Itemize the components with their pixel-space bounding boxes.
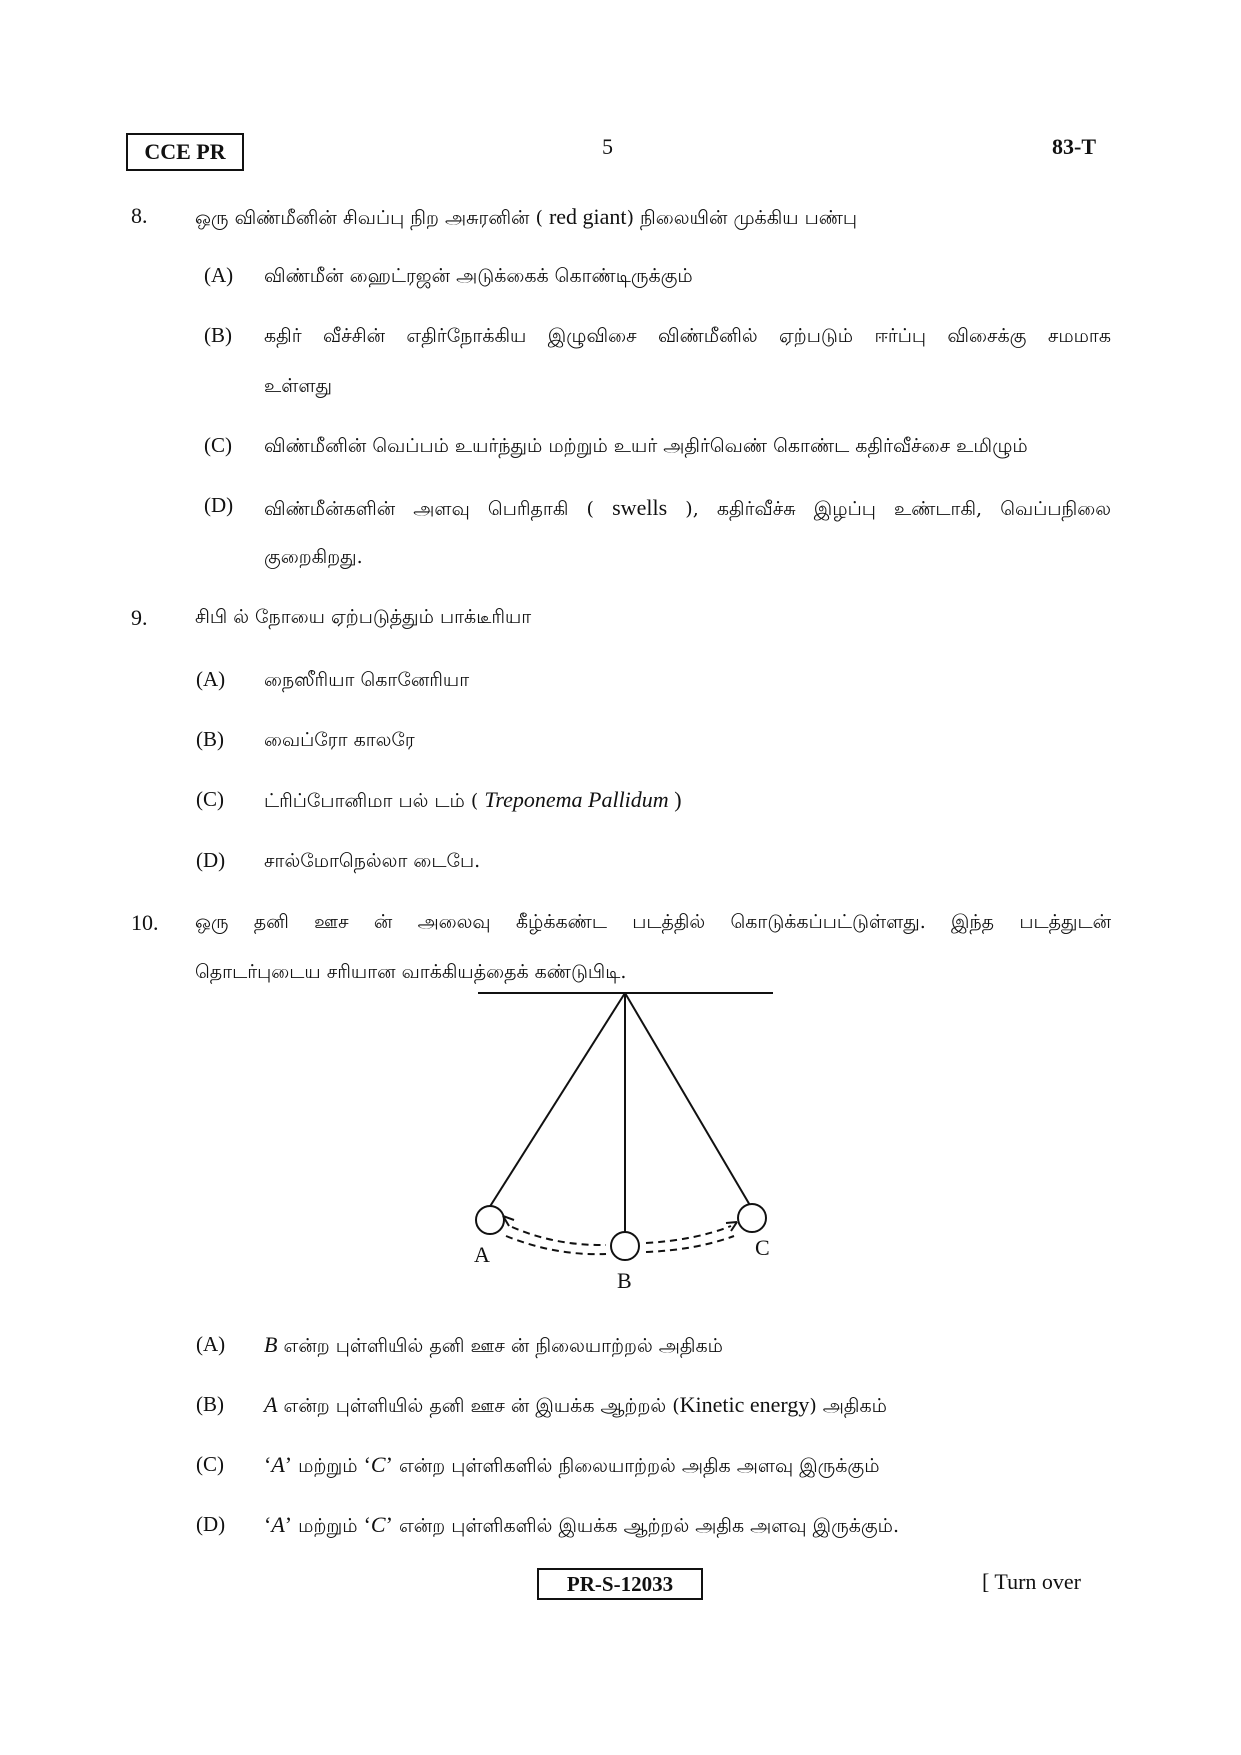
option-text: கதிர் வீச்சின் எதிர்நோக்கிய இழுவிசை விண்மீனில் ஏற்படும் ஈர்ப்பு விசைக்கு சமமாக	[264, 325, 1111, 347]
label-a: A	[474, 1242, 490, 1267]
bob-c	[738, 1204, 766, 1232]
option-letter: (C)	[204, 433, 232, 457]
option-letter: (D)	[196, 848, 226, 872]
question-text: ஒரு தனி ஊச ன் அலைவு கீழ்க்கண்ட படத்தில் கொடுக்கப்பட்டுள்ளது. இந்த படத்துடன்	[195, 911, 1111, 933]
arc-lower-right	[646, 1236, 734, 1252]
option-letter: (B)	[196, 727, 224, 751]
arc-upper-left	[512, 1227, 606, 1245]
label-c: C	[755, 1235, 770, 1260]
label-b: B	[617, 1268, 632, 1293]
turn-over-note: [ Turn over	[982, 1569, 1082, 1594]
option-text: B என்ற புள்ளியில் தனி ஊச ன் நிலையாற்றல் அதிகம்	[264, 1332, 723, 1357]
option-letter: (D)	[196, 1512, 226, 1536]
footer-code-box: PR-S-12033	[537, 1568, 703, 1600]
header-code-box: CCE PR	[126, 133, 244, 171]
option-letter: (A)	[196, 1332, 226, 1356]
option-letter: (C)	[196, 1452, 224, 1476]
arrow-head-right	[726, 1222, 737, 1231]
pendulum-diagram	[460, 990, 790, 1300]
question-text-continued: தொடர்புடைய சரியான வாக்கியத்தைக் கண்டுபிடி.	[195, 961, 627, 983]
option-letter: (A)	[204, 263, 234, 287]
option-text: ட்ரிப்போனிமா பல் டம் ( Treponema Pallidum )	[264, 787, 682, 812]
option-text-continued: குறைகிறது.	[264, 546, 363, 568]
page-number: 5	[602, 134, 613, 159]
question-text: ஒரு விண்மீனின் சிவப்பு நிற அசுரனின் ( red giant) நிலையின் முக்கிய பண்பு	[195, 204, 858, 229]
arc-lower-left	[506, 1236, 606, 1254]
paper-code: 83-T	[1052, 134, 1096, 159]
option-text: ‘A’ மற்றும் ‘C’ என்ற புள்ளிகளில் இயக்க ஆற்றல் அதிக அளவு இருக்கும்.	[264, 1512, 899, 1537]
option-text: வைப்ரோ காலரே	[264, 729, 415, 751]
option-text: நைஸீரியா கொனேரியா	[264, 669, 470, 691]
option-letter: (A)	[196, 667, 226, 691]
bob-b	[611, 1232, 639, 1260]
option-letter: (C)	[196, 787, 224, 811]
option-text: விண்மீன் ஹைட்ரஜன் அடுக்கைக் கொண்டிருக்கும்	[264, 265, 693, 287]
option-letter: (D)	[204, 493, 234, 517]
string-c	[625, 993, 751, 1207]
option-letter: (B)	[204, 323, 232, 347]
option-text: ‘A’ மற்றும் ‘C’ என்ற புள்ளிகளில் நிலையாற்றல் அதிக அளவு இருக்கும்	[264, 1452, 880, 1477]
question-number: 9.	[131, 605, 148, 630]
option-letter: (B)	[196, 1392, 224, 1416]
option-text: விண்மீன்களின் அளவு பெரிதாகி ( swells ), கதிர்வீச்சு இழப்பு உண்டாகி, வெப்பநிலை	[264, 495, 1111, 520]
option-text: A என்ற புள்ளியில் தனி ஊச ன் இயக்க ஆற்றல் (Kinetic energy) அதிகம்	[264, 1392, 887, 1417]
question-number: 8.	[131, 203, 148, 228]
option-text: விண்மீனின் வெப்பம் உயர்ந்தும் மற்றும் உயர் அதிர்வெண் கொண்ட கதிர்வீச்சை உமிழும்	[264, 435, 1028, 457]
question-number: 10.	[131, 910, 159, 935]
question-text: சிபி ல் நோயை ஏற்படுத்தும் பாக்டீரியா	[195, 606, 532, 628]
option-text-continued: உள்ளது	[264, 375, 333, 397]
option-text: சால்மோநெல்லா டைபே.	[264, 850, 481, 872]
bob-a	[476, 1206, 504, 1234]
string-a	[489, 993, 625, 1208]
